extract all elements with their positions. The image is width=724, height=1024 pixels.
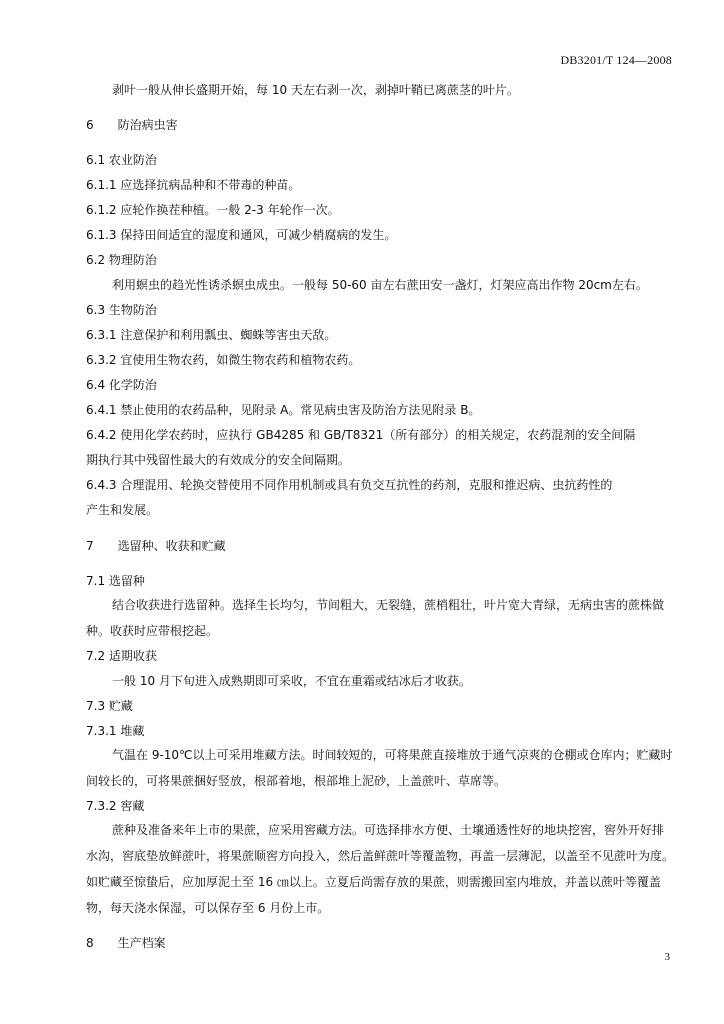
subsection-6-2: 6.2 物理防治 bbox=[86, 253, 157, 267]
paragraph-physical-control: 利用螟虫的趋光性诱杀螟虫成虫。一般每 50-60 亩左右蔗田安一盏灯，灯架应高出作物 20cm左右。 bbox=[112, 278, 648, 292]
page-number: 3 bbox=[664, 951, 670, 963]
clause-6-4-3-line2: 产生和发展。 bbox=[86, 503, 159, 517]
section-heading-8: 8 生产档案 bbox=[86, 936, 166, 950]
subsection-7-1: 7.1 选留种 bbox=[86, 574, 145, 588]
clause-7-3-1: 7.3.1 堆藏 bbox=[86, 724, 145, 738]
clause-7-3-2: 7.3.2 窖藏 bbox=[86, 799, 145, 813]
subsection-6-4: 6.4 化学防治 bbox=[86, 378, 157, 392]
clause-6-1-1: 6.1.1 应选择抗病品种和不带毒的种苗。 bbox=[86, 178, 301, 192]
standard-code-header: DB3201/T 124—2008 bbox=[560, 53, 672, 67]
section-heading-6: 6 防治病虫害 bbox=[86, 118, 178, 132]
clause-6-4-1: 6.4.1 禁止使用的农药品种，见附录 A。常见病虫害及防治方法见附录 B。 bbox=[86, 403, 481, 417]
subsection-6-3: 6.3 生物防治 bbox=[86, 303, 157, 317]
clause-6-4-3-line1: 6.4.3 合理混用、轮换交替使用不同作用机制或具有负交互抗性的药剂，克服和推迟病、虫抗药性的 bbox=[86, 478, 613, 492]
paragraph-pile-storage: 气温在 9-10℃以上可采用堆藏方法。时间较短的，可将果蔗直接堆放于通气凉爽的仓棚或仓库内；贮藏时间较长的，可将果蔗捆好竖放，根部着地，根部堆上泥砂，上盖蔗叶、草席等。 bbox=[86, 748, 673, 788]
subsection-7-2: 7.2 适期收获 bbox=[86, 649, 157, 663]
clause-6-4-2-line2: 期执行其中残留性最大的有效成分的安全间隔期。 bbox=[86, 453, 351, 467]
subsection-7-3: 7.3 贮藏 bbox=[86, 699, 133, 713]
paragraph-seed-selection: 结合收获进行选留种。选择生长均匀，节间粗大，无裂缝，蔗梢粗壮，叶片宽大青绿，无病虫害的蔗株做种。收获时应带根挖起。 bbox=[86, 598, 665, 638]
clause-6-1-3: 6.1.3 保持田间适宜的湿度和通风，可减少梢腐病的发生。 bbox=[86, 228, 397, 242]
paragraph-harvest: 一般 10 月下旬进入成熟期即可采收，不宜在重霜或结冰后才收获。 bbox=[112, 674, 471, 688]
clause-6-3-1: 6.3.1 注意保护和利用瓢虫、蜘蛛等害虫天敌。 bbox=[86, 328, 337, 342]
paragraph-cellar-storage: 蔗种及准备来年上市的果蔗，应采用窖藏方法。可选择排水方便、土壤通透性好的地块挖窖，窖外开好排水沟，窖底垫放鲜蔗叶，将果蔗顺窖方向投入，然后盖鲜蔗叶等覆盖物，再盖一层薄泥，以盖至不见蔗叶为度。如贮藏至惊蛰后，应加厚泥土至 16 ㎝以上。立夏后尚需存放的果蔗，则需搬回室内堆放，并盖以蔗叶等覆盖物，每天浇水保湿，可以保存至 6 月份上市。 bbox=[86, 823, 675, 915]
subsection-6-1: 6.1 农业防治 bbox=[86, 153, 157, 167]
clause-6-4-2-line1: 6.4.2 使用化学农药时，应执行 GB4285 和 GB/T8321（所有部分）的相关规定，农药混剂的安全间隔 bbox=[86, 428, 636, 442]
clause-6-1-2: 6.1.2 应轮作换茬种植。一般 2-3 年轮作一次。 bbox=[86, 203, 340, 217]
section-heading-7: 7 选留种、收获和贮藏 bbox=[86, 539, 226, 553]
paragraph-stripping: 剥叶一般从伸长盛期开始，每 10 天左右剥一次，剥掉叶鞘已离蔗茎的叶片。 bbox=[112, 83, 519, 97]
clause-6-3-2: 6.3.2 宜使用生物农药，如微生物农药和植物农药。 bbox=[86, 353, 361, 367]
